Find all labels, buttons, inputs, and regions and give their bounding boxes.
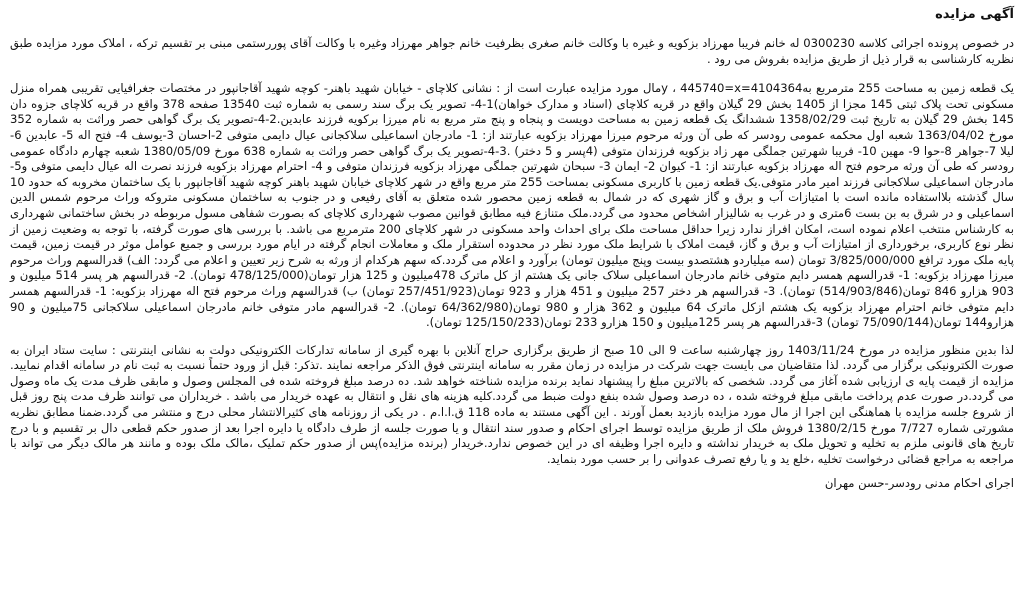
intro-paragraph: در خصوص پرونده اجرائی کلاسه 0300230 له خانم فریبا مهرزاد بزکویه و غیره با وکالت خانم صغری بظرفیت خانم جواهر مهرزاد وغیره با وکالت آقای پوررستمی مبنی بر تقسیم ترکه ، املاک مورد مزایده طبق نظریه کارشناسی به قرار ذیل از طریق مزایده بفروش می رود .: [10, 36, 1014, 66]
notice-title: آگهی مزایده: [935, 7, 1014, 22]
auction-terms-paragraph: لذا بدین منظور مزایده در مورخ 1403/11/24 روز چهارشنبه ساعت 9 الی 10 صبح از طریق برگزاری حراج آنلاین با بهره گیری از سامانه تدارکات الکترونیکی دولت به نشانی اینترنتی : سایت ستاد ایران به صورت الکترونیکی برگزار می گردد. لذا متقاضیان می بایست جهت شرکت در مزایده در زمان مقرر به سامانه اینترنتی فوق الذکر مراجعه نمایند .تذکر: قبل از ورود حتماً نسبت به ثبت نام در سامانه اقدام نمایید. مزایده از قیمت پایه ی ارزیابی شده آغاز می گردد. شخصی که بالاترین مبلغ را پیشنهاد نماید برنده مزایده شناخته خواهد شد. ده درصد مبلغ فروخته شده فی المجلس وصول و مابقی ظرف مدت یک ماه وصول می گردد.در صورت عدم پرداخت مابقی مبلغ فروخته شده ، ده درصد وصول شده بنفع دولت ضبط می گردد.کلیه هزینه های نقل و انتقال به عهده خریدار می باشد . خریداران می توانند ظرف مدت پنج روز قبل از شروع جلسه مزایده با هماهنگی این اجرا از مال مورد مزایده بازدید بعمل آورند . این آگهی مستند به ماده 118 ق.ا.ا.م . در یکی از روزنامه های کثیرالانتشار محلی درج و منتشر می گردد.ضمنا مطابق نظریه مشورتی شماره 7/727 مورخ 1380/2/15 فروش ملک از طریق مزایده توسط اجرای احکام و صدور سند انتقال و یا صورت جلسه از طرف دادگاه یا دایره اجرا بعد از صدور حکم قطعی دال بر تقسیم و با درج تاریخ های قانونی ملزم به تخلیه و تحویل ملک به خریدار نداشته و دایره اجرا وظیفه ای در این خصوص ندارد.خریدار (برنده مزایده)پس از صدور حکم تملیک ،مالک ملک بوده و مانند هر مالک دیگر می تواند با مراجعه به مراجع قضائی درخواست تخلیه ،خلع ید و یا رفع تصرف عدوانی را بر حسب مورد بنماید.: [10, 342, 1015, 466]
signature-line: اجرای احکام مدنی رودسر-حسن مهران: [824, 476, 1014, 491]
property-description-paragraph: یک قطعه زمین به مساحت 255 مترمربع به4104364=y ، 445740=xمال مورد مزایده عبارت است از : نشانی کلاچای - خیابان شهید باهنر- کوچه شهید آقاجانپور در مختصات جغرافیایی تقریبی همراه منزل مسکونی تحت پلاک ثبتی 145 مجزا از 1405 بخش 29 گیلان واقع در قریه کلاچای (اسناد و مدارک خواهان)1-4- تصویر یک برگ سند رسمی به شماره ثبت 13540 صفحه 378 واقع در قریه کلاچای جزوه دان 145 بخش 29 گیلان به تاریخ ثبت 1358/02/29 ششدانگ یک قطعه زمین به مساحت دویست و پنجاه و پنج متر مربع به نام میرزا برکویه فرزند عابدین.2-4-تصویر یک برگ گواهی حصر وراثت به شماره 352 مورخ 1363/04/02 شعبه اول محکمه عمومی رودسر که طی آن ورثه مرحوم میرزا مهرزاد بزکویه عبارتند از: 1- مادرجان اسماعیلی سلاکجانی عیال دایمی متوفی 2-احسان 3-یوسف 4- فتح اله 5- عابدین 6- لیلا 7-جواهر 8-حوا 9- مهین 10- فریبا شهرتین جملگی مهر زاد بزکویه فرزندان متوفی (4پسر و 5 دختر) .3-4-تصویر یک برگ گواهی حصر وراثت به شماره 638 مورخ 1380/05/09 شعبه چهارم دادگاه عمومی رودسر که طی آن ورثه مرحوم فتح اله مهرزاد بزکویه عبارتند از: 1- کیوان 2- ایمان 3- سبحان شهرتین جملگی مهرزاد بزکویه فرزندان متوفی و 4- احترام مهرزاد بزکویه فرزند نصرت اله عیال دایمی متوفی و5- مادرجان اسماعیلی سلاکجانی فرزند امیر مادر متوفی.یک قطعه زمین با کاربری مسکونی بمساحت 255 متر مربع واقع در شهر کلاچای خیابان شهید باهنر کوچه شهید آقاجانپور با یک ساختمان مخروبه که حدود 10 سال گذشته بلااستفاده مانده است با امتیازات آب و برق و گاز شهری که در شمال به قطعه زمین محصور شده متعلق به آقای رفیعی و در جنوب به ساختمان مسکونی متروکه وراث مرحوم شمس الدین اسماعیلی و در شرق به بن بست 6متری و در غرب به شالیزار اشخاص محدود می گردد.ملک متنازع فیه مطابق قوانین مصوب شهرداری کلاچای که بصورت شفاهی مسول مربوطه در بخش ساختمانی شهرداری به کارشناس منتخب اعلام نموده است، امکان افراز ندارد زیرا حداقل مساحت ملک برای احداث واحد مسکونی در شهر کلاچای 200 مترمربع می باشد. با بررسی های صورت گرفته، با توجه به وضعیت زمین از نظر نوع کاربری، برخورداری از امتیازات آب و برق و گاز، قیمت املاک با شرایط ملک مورد نظر در محدوده استقرار ملک و معاملات انجام گرفته در ایام مورد بررسی و جمیع عوامل موثر در قیمت زمین، قیمت پایه ملک مورد ترافع 3/825/000/000 تومان (سه میلیاردو هشتصدو بیست وپنج میلیون تومان) برآورد و اعلام می گردد.که سهم هرکدام از ورثه به شرح زیر تعیین و اعلام می گردد: الف) قدرالسهم وراث مرحوم میرزا مهرزاد بزکویه: 1- قدرالسهم همسر دایم متوفی خانم مادرجان اسماعیلی سلاک جانی یک هشتم از کل ماترک 478میلیون و 125 هزار تومان(478/125/000 تومان). 2- قدرالسهم هر پسر 514 میلیون و 903 هزارو 846 تومان(514/903/846) تومان). 3- قدرالسهم هر دختر 257 میلیون و 451 هزار و 923 تومان(257/451/923 تومان) ب) قدرالسهم وراث مرحوم فتح اله مهرزاد بزکویه: 1- قدرالسهم همسر دایم متوفی خانم احترام مهرزاد بزکویه یک هشتم ازکل ماترک 64 میلیون و 362 هزار و 980 تومان(64/362/980 تومان). 2- قدرالسهم مادر متوفی خانم مادرجان اسماعیلی سلاکجانی 75میلیون و 90 هزارو144 تومان(75/090/144 تومان) 3-قدرالسهم هر پسر 125میلیون و 150 هزارو 233 تومان(125/150/233 تومان).: [10, 81, 1015, 330]
